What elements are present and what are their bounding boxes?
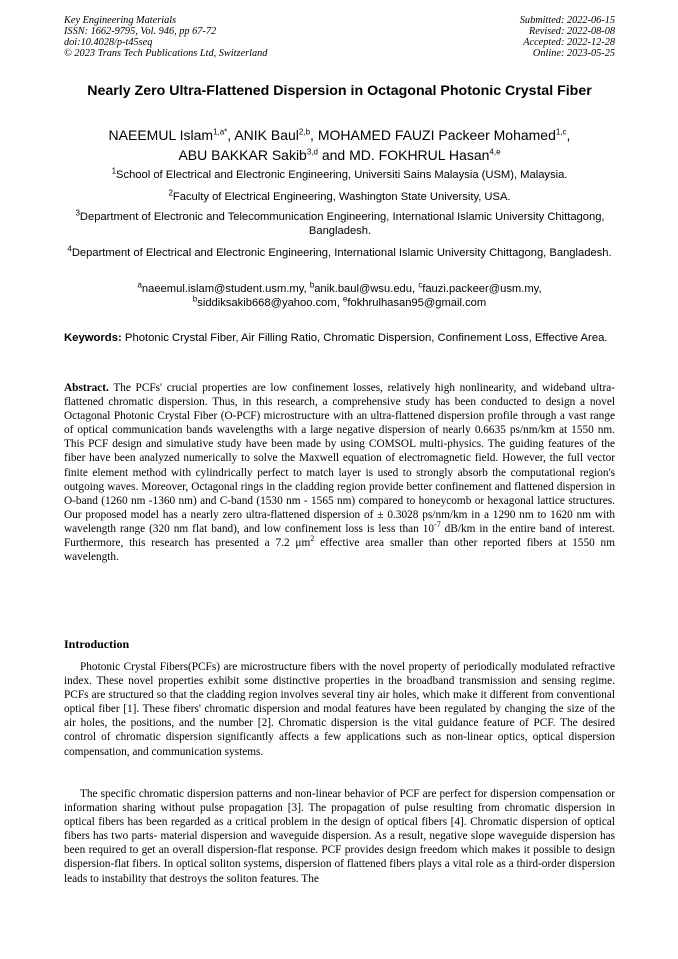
email-mark: e: [342, 294, 348, 304]
author-affiliation-mark: 3,d: [306, 147, 318, 157]
email-mark: b: [309, 280, 315, 290]
affiliation-text: School of Electrical and Electronic Engineering, Universiti Sains Malaysia (USM), Malaysia.: [116, 169, 568, 181]
revised-date: Revised: 2022-08-08: [528, 26, 615, 37]
affiliation-number: 2: [168, 188, 173, 198]
author-affiliation-mark: 1,a*: [213, 127, 228, 137]
affiliation-number: 1: [111, 166, 117, 176]
affiliation-text: Department of Electrical and Electronic Engineering, International Islamic University Chittagong, Bangladesh.: [71, 247, 612, 259]
submitted-date: Submitted: 2022-06-15: [519, 15, 615, 26]
abstract-text: The PCFs' crucial properties are low confinement losses, relatively high nonlinearity, and wideband ultra-flattened chromatic dispersion. Thus, in this research, a comprehensive study has been conducted to design a novel Octagonal Photonic Crystal Fiber (O-PCF) microstructure with an ultra-flattened dispersion profile through a vast range of optical communication bands wavelengths with a large negative dispersion of nearly 0.6635 ps/nm/km at 1550 nm. This PCF design and simulative study have been made by using COMSOL multi-physics. The guiding features of the fiber have been analyzed numerically to solve the Maxwell equation of electromagnetic field. However, the full vector finite element method with cylindrically perfect to match layer is used to strongly absorb the computational region's outgoing waves. Moreover, Octagonal rings in the cladding region provide better confinement and flattened dispersion in O-band (1260 nm -1360 nm) and C-band (1530 nm - 1565 nm) compared to honeycomb or hexagonal lattice structures. Our proposed model has a nearly zero ultra-flattened dispersion of ± 0.3028 ps/nm/km in a 1290 nm to 1620 nm with wavelength range (320 nm flat band), and low confinement loss is less than 10: [64, 382, 615, 535]
journal-info: [64, 15, 267, 59]
abstract-text: dB/km in the entire band of interest. Furthermore, this research has presented a 7.2 μm: [64, 522, 615, 550]
author-separator: ,: [566, 127, 571, 143]
author-separator: ,: [227, 127, 235, 143]
keywords-label: Keywords:: [64, 332, 122, 344]
author-name: MOHAMED FAUZI Packeer Mohamed: [317, 127, 556, 143]
email-address: fauzi.packeer@usm.my,: [422, 283, 542, 295]
affiliation-4: [64, 246, 615, 260]
issn: ISSN: 1662-9795, Vol. 946, pp 67-72: [64, 26, 217, 37]
publication-dates: [520, 15, 615, 59]
author-affiliation-mark: 2,b: [298, 127, 311, 137]
affiliation-3: [72, 210, 608, 238]
affiliation-number: 4: [67, 244, 72, 254]
section-heading: Introduction: [64, 637, 130, 651]
affiliation-2: [64, 190, 615, 204]
exponent: -7: [434, 520, 441, 530]
online-date: Online: 2023-05-25: [532, 48, 615, 59]
abstract-text: effective area smaller than other reported fibers at 1550 nm wavelength.: [64, 537, 615, 564]
email-list: [64, 282, 615, 310]
author-name: ANIK Baul: [234, 127, 299, 143]
email-mark: c: [418, 280, 423, 290]
email-address: naeemul.islam@student.usm.my,: [141, 283, 310, 295]
author-list: [64, 125, 615, 165]
email-address: fokhrulhasan95@gmail.com: [347, 297, 487, 309]
affiliation-number: 3: [75, 208, 80, 218]
exponent: 2: [310, 534, 315, 544]
affiliation-1: [64, 168, 615, 182]
paper-title: Nearly Zero Ultra-Flattened Dispersion in Octagonal Photonic Crystal Fiber: [87, 83, 592, 99]
abstract: [64, 381, 615, 564]
doi: doi:10.4028/p-t45seq: [64, 37, 153, 48]
accepted-date: Accepted: 2022-12-28: [523, 37, 615, 48]
email-mark: a: [137, 280, 142, 290]
email-mark: b: [192, 294, 198, 304]
email-address: anik.baul@wsu.edu,: [314, 283, 419, 295]
author-affiliation-mark: 4,e: [489, 147, 501, 157]
email-address: siddiksakib668@yahoo.com,: [197, 297, 343, 309]
keywords-text: Photonic Crystal Fiber, Air Filling Ratio, Chromatic Dispersion, Confinement Loss, Effective Area.: [121, 332, 608, 344]
affiliation-text: Faculty of Electrical Engineering, Washington State University, USA.: [172, 191, 511, 203]
affiliation-text: Department of Electronic and Telecommunication Engineering, International Islamic University Chittagong, Bangladesh.: [79, 211, 605, 237]
author-separator: ,: [310, 127, 318, 143]
journal-name: Key Engineering Materials: [64, 15, 177, 26]
author-name: ABU BAKKAR Sakib: [178, 147, 307, 163]
author-separator: and: [317, 147, 350, 163]
author-affiliation-mark: 1,c: [555, 127, 567, 137]
author-name: MD. FOKHRUL Hasan: [349, 147, 490, 163]
publication-header: [64, 15, 615, 59]
paragraph: Photonic Crystal Fibers(PCFs) are microstructure fibers with the novel property of periodically modulated refractive index. These novel properties exhibit some distinctive properties in the broadband transmission and sensing regime. PCFs are structured so that the cladding region involves several tiny air holes, which make it different from conventional optical fiber [1]. These fibers' chromatic dispersion and modal features have been regulated by changing the size of the air holes, the positions, and the number [2]. Chromatic dispersion is the vital guidance feature of PCF. The desired control of chromatic dispersion significantly affects a few applications such as non-linear optics, optical dispersion compensation, and communication systems.: [64, 661, 615, 758]
paragraph: The specific chromatic dispersion patterns and non-linear behavior of PCF are perfect for dispersion compensation or information sharing without pulse propagation [3]. The propagation of pulse resulting from chromatic dispersion in optical fibers has been regarded as a critical problem in the design of optical fibers [4]. Chromatic dispersion of optical fibers has two parts- material dispersion and waveguide dispersion. As a result, negative slope waveguide dispersion has been required to get an overall dispersion-flat response. PCF provides design freedom which makes it possible to design dispersion-flat fibers. In optical soliton systems, dispersion of flattened fibers plays a vital role as a third-order dispersion leads to instability that destroys the soliton features. The: [64, 788, 615, 885]
copyright: © 2023 Trans Tech Publications Ltd, Switzerland: [64, 48, 268, 59]
abstract-label: Abstract.: [64, 382, 109, 394]
author-name: NAEEMUL Islam: [108, 127, 214, 143]
keywords: [64, 332, 615, 346]
